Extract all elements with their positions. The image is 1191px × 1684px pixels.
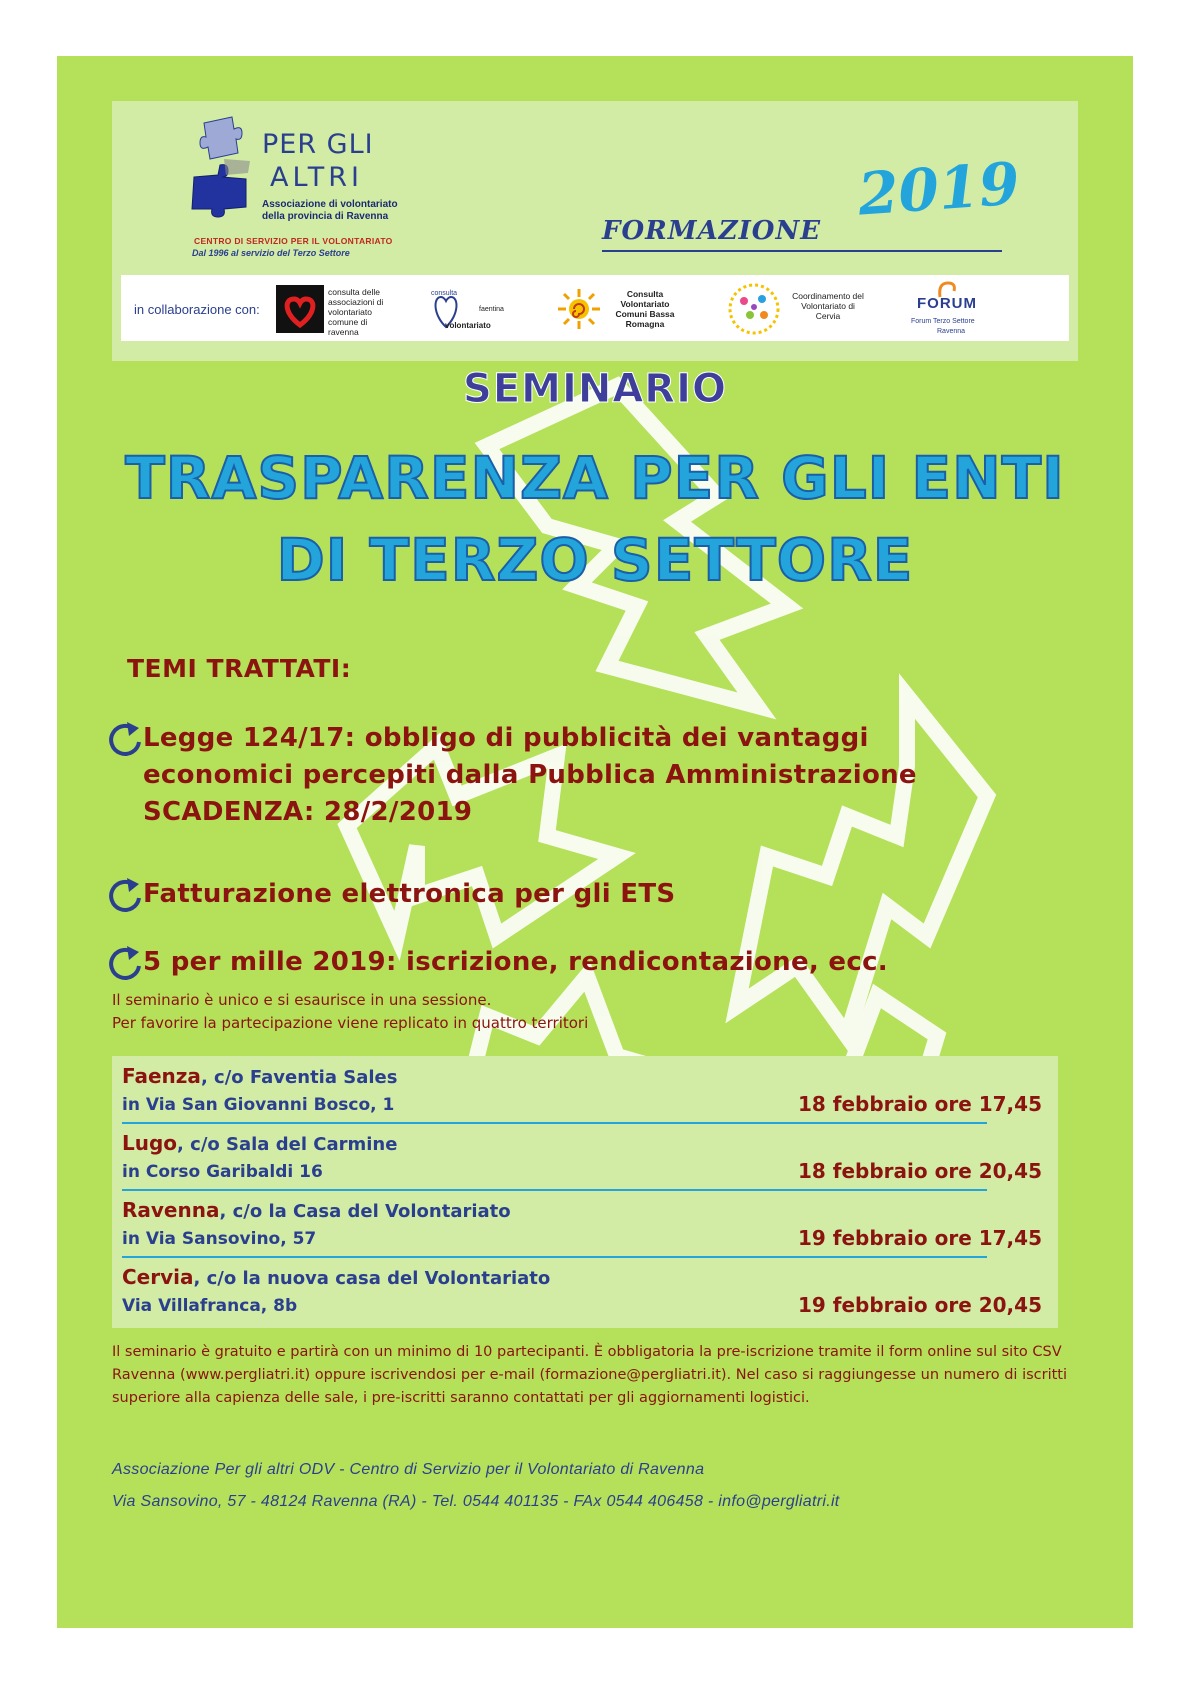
venue-address: Via Villafranca, 8b xyxy=(122,1296,298,1316)
poster xyxy=(57,56,1133,1628)
circular-arrow-icon xyxy=(105,718,145,758)
collab-label: in collaborazione con: xyxy=(134,302,260,317)
partner-text: Coordinamento del Volontariato di Cervia xyxy=(792,291,864,321)
topic-text: Fatturazione elettronica per gli ETS xyxy=(143,879,676,909)
partner-text: consulta delle associazioni di volontariato comune di ravenna xyxy=(328,287,384,337)
note-line1: Il seminario è unico e si esaurisce in una sessione. xyxy=(112,991,492,1009)
circular-arrow-icon xyxy=(105,874,145,914)
venue-place: , c/o Faventia Sales xyxy=(200,1067,398,1088)
main-title-line2: DI TERZO SETTORE xyxy=(276,526,914,594)
logo-subtitle xyxy=(262,199,398,223)
topic-line: Legge 124/17: obbligo di pubblicità dei vantaggi xyxy=(143,723,869,753)
venue-date: 18 febbraio ore 20,45 xyxy=(797,1159,1042,1183)
note-line2: Per favorire la partecipazione viene replicato in quattro territori xyxy=(112,1014,589,1032)
butterfly-sun-icon xyxy=(726,281,782,337)
sun-spiral-icon xyxy=(556,287,602,331)
heart-logo-icon xyxy=(276,285,324,333)
venue-date: 18 febbraio ore 17,45 xyxy=(797,1092,1042,1116)
topic-text xyxy=(143,720,917,831)
venue-divider xyxy=(122,1189,987,1191)
partner-consulta-ravenna xyxy=(276,275,416,341)
venue-divider xyxy=(122,1256,987,1258)
topic-item xyxy=(105,942,1105,982)
logo-csv: CENTRO DI SERVIZIO PER IL VOLONTARIATO xyxy=(194,236,393,246)
topic-text: 5 per mille 2019: iscrizione, rendicontazione, ecc. xyxy=(143,947,888,977)
venue-address: in Via San Giovanni Bosco, 1 xyxy=(122,1095,395,1115)
venue-city: Faenza xyxy=(122,1064,201,1088)
temi-heading: TEMI TRATTATI: xyxy=(127,654,352,683)
venue-heading xyxy=(122,1131,397,1155)
venue-heading xyxy=(122,1198,511,1222)
per-gli-altri-logo xyxy=(184,115,444,275)
topic-item xyxy=(105,718,1105,838)
formazione-underline xyxy=(602,250,1002,252)
logo-title-line2: ALTRI xyxy=(270,162,364,193)
topic-item xyxy=(105,874,1105,914)
footer-line2: Via Sansovino, 57 - 48124 Ravenna (RA) - Tel. 0544 401135 - FAx 0544 406458 - info@pergliatri.it xyxy=(112,1493,840,1510)
puzzle-icon xyxy=(184,115,264,225)
partner-forum-terzo-settore xyxy=(911,275,1041,341)
registration-info: Il seminario è gratuito e partirà con un minimo di 10 partecipanti. È obbligatoria la pre-iscrizione tramite il form online sul sito CSV Ravenna (www.pergliatri.it) oppure iscrivendosi per e-mail (formazione@pergliatri.it). Nel caso si raggiungesse un numero di iscritti superiore alla capienza delle sale, i pre-iscritti saranno contattati per gli aggiornamenti logistici. xyxy=(112,1344,1068,1406)
partner-consulta-bassa-romagna xyxy=(556,275,686,341)
partner-text: consulta xyxy=(431,290,458,297)
formazione-heading xyxy=(602,149,1022,251)
venue-heading xyxy=(122,1064,397,1088)
logo-subtitle-line2: della provincia di Ravenna xyxy=(262,211,389,222)
main-title-line1: TRASPARENZA PER GLI ENTI xyxy=(125,444,1065,512)
formazione-year: 2019 xyxy=(855,149,1022,229)
venue-row xyxy=(122,1125,1042,1192)
partner-text: faentina xyxy=(479,306,504,313)
partner-text: Forum Terzo Settore xyxy=(911,318,975,325)
collaboration-strip xyxy=(121,275,1069,341)
venue-date: 19 febbraio ore 17,45 xyxy=(797,1226,1042,1250)
partner-text: Consulta Volontariato Comuni Bassa Romagna xyxy=(615,289,675,329)
footer-line1: Associazione Per gli altri ODV - Centro di Servizio per il Volontariato di Ravenna xyxy=(112,1461,705,1478)
partner-text: FORUM xyxy=(917,295,977,312)
venue-place: , c/o la nuova casa del Volontariato xyxy=(193,1268,551,1289)
venue-date: 19 febbraio ore 20,45 xyxy=(797,1293,1042,1317)
partner-consulta-faentina xyxy=(431,275,531,341)
venue-city: Cervia xyxy=(122,1265,194,1289)
venue-city: Ravenna xyxy=(122,1198,220,1222)
venue-row xyxy=(122,1192,1042,1259)
header-panel xyxy=(112,101,1078,361)
venue-address: in Corso Garibaldi 16 xyxy=(122,1162,323,1182)
logo-since: Dal 1996 al servizio del Terzo Settore xyxy=(192,248,350,258)
venue-place: , c/o la Casa del Volontariato xyxy=(219,1201,511,1222)
venue-divider xyxy=(122,1122,987,1124)
topic-line: SCADENZA: 28/2/2019 xyxy=(143,797,473,827)
venue-row xyxy=(122,1058,1042,1125)
seminario-label: SEMINARIO xyxy=(463,366,727,412)
venue-address: in Via Sansovino, 57 xyxy=(122,1229,317,1249)
venues-panel xyxy=(112,1056,1058,1328)
partner-coordinamento-cervia xyxy=(726,275,876,341)
venue-heading xyxy=(122,1265,550,1289)
circular-arrow-icon xyxy=(105,942,145,982)
venue-row xyxy=(122,1259,1042,1326)
partner-text: volontariato xyxy=(445,321,491,330)
formazione-label: FORMAZIONE xyxy=(602,216,822,246)
venue-city: Lugo xyxy=(122,1131,178,1155)
venue-place: , c/o Sala del Carmine xyxy=(177,1134,398,1155)
logo-subtitle-line1: Associazione di volontariato xyxy=(262,199,398,210)
topic-line: economici percepiti dalla Pubblica Amministrazione xyxy=(143,760,917,790)
logo-title-line1: PER GLI xyxy=(262,129,374,160)
partner-text: Ravenna xyxy=(937,328,966,335)
